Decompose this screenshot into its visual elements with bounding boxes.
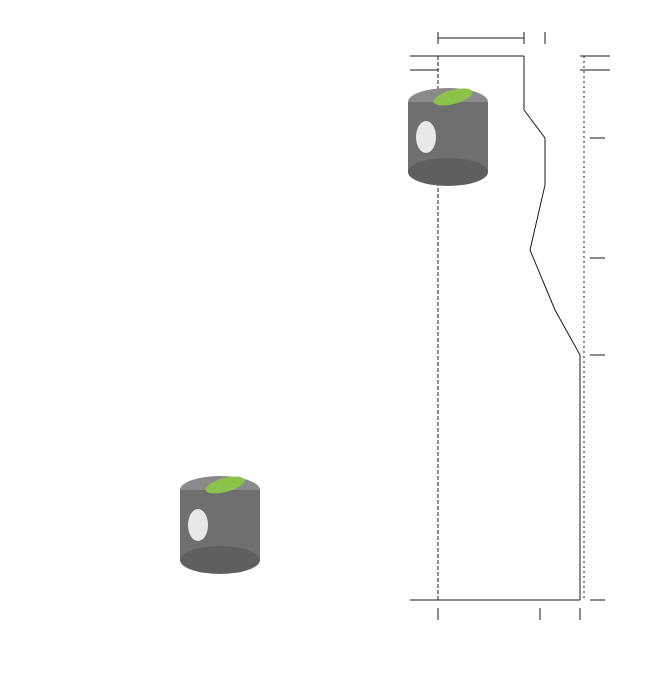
yarn-spool-icon — [398, 82, 498, 192]
yarn-spool-icon — [170, 470, 270, 580]
